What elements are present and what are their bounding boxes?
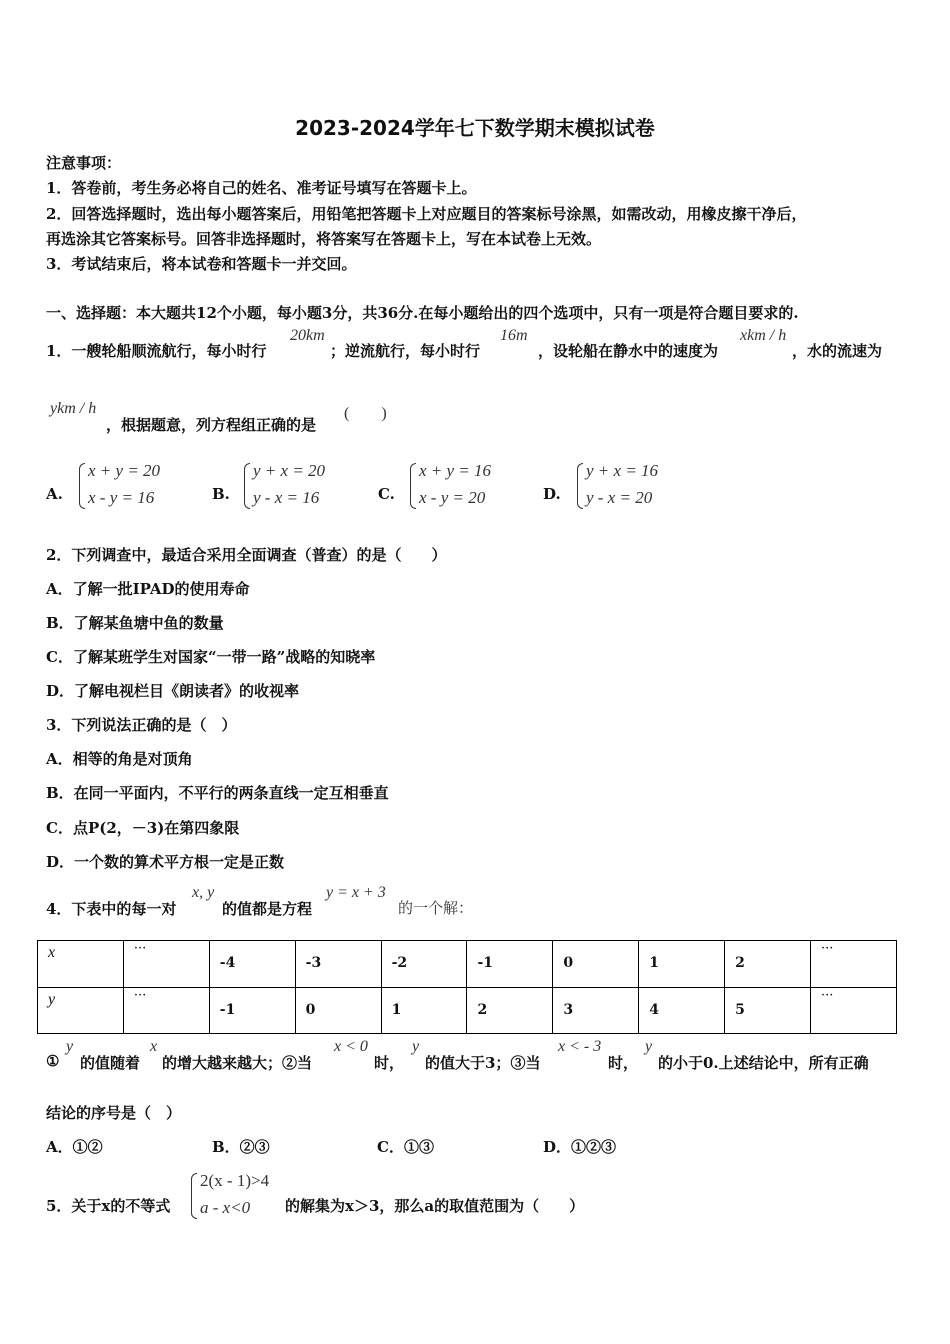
table-cell: -1 xyxy=(467,941,553,988)
q1-text: ，水的流速为 xyxy=(792,342,883,360)
q4-math: y xyxy=(66,1038,74,1055)
q2-option-c: C．了解某班学生对国家“一带一路”战略的知晓率 xyxy=(46,648,376,666)
q1-math: 20km xyxy=(290,327,325,344)
equation: y + x = 16 xyxy=(586,461,659,480)
q1-text: ；逆流航行，每小时行 xyxy=(330,342,481,360)
q2-option-a: A．了解一批IPAD的使用寿命 xyxy=(46,580,250,598)
table-cell: 1 xyxy=(639,941,725,988)
q4-text: 的一个解： xyxy=(398,901,474,917)
q1-paren: ( ) xyxy=(344,405,387,422)
q1-text: ，根据题意，列方程组正确的是 xyxy=(106,416,317,434)
q1-option-a-system xyxy=(79,461,189,511)
q3-option-d: D．一个数的算术平方根一定是正数 xyxy=(46,853,285,871)
q4-text: 时， xyxy=(374,1054,405,1072)
notice-item: 2．回答选择题时，选出每小题答案后，用铅笔把答题卡上对应题目的答案标号涂黑，如需改动，用橡皮擦干净后， xyxy=(46,205,807,223)
table-cell: -4 xyxy=(209,941,295,988)
q3-option-c: C．点P(2，－3)在第四象限 xyxy=(46,819,240,837)
brace-icon xyxy=(244,463,250,509)
q4-option: A．①② xyxy=(46,1138,103,1156)
table-cell: 3 xyxy=(553,987,639,1034)
table-cell: x xyxy=(38,941,124,988)
q1-option-c-system xyxy=(410,461,520,511)
brace-icon xyxy=(410,463,416,509)
q4-math: y = x + 3 xyxy=(326,884,386,901)
inequality: 2(x - 1)>4 xyxy=(200,1171,270,1190)
notice-heading: 注意事项： xyxy=(46,154,122,172)
q4-text: 4．下表中的每一对 xyxy=(46,900,177,918)
q4-text: 的值大于3；③当 xyxy=(425,1054,541,1072)
equation: x + y = 16 xyxy=(419,461,492,480)
table-cell: ··· xyxy=(123,941,209,988)
q4-text: 的小于0.上述结论中，所有正确 xyxy=(658,1054,869,1072)
q4-math: y xyxy=(645,1038,653,1055)
table-cell: ··· xyxy=(123,987,209,1034)
q4-text: 结论的序号是（ ） xyxy=(46,1104,182,1122)
table-cell: 1 xyxy=(381,987,467,1034)
q4-text: 的值都是方程 xyxy=(222,900,313,918)
q4-math: x < - 3 xyxy=(558,1038,602,1055)
table-cell: -1 xyxy=(209,987,295,1034)
table-cell: ··· xyxy=(811,941,897,988)
q1-math: 16m xyxy=(500,327,528,344)
equation: x - y = 16 xyxy=(88,488,155,507)
q4-text: 时， xyxy=(608,1054,639,1072)
q3-stem: 3．下列说法正确的是（ ） xyxy=(46,716,237,734)
q1-math: xkm / h xyxy=(740,327,787,344)
q1-option-label: D. xyxy=(543,485,561,503)
q4-option: B．②③ xyxy=(212,1138,270,1156)
q4-text: 的值随着 xyxy=(80,1054,141,1072)
equation: y + x = 20 xyxy=(253,461,326,480)
q1-option-label: C. xyxy=(378,485,395,503)
q4-math: x xyxy=(150,1038,158,1055)
table-row xyxy=(38,941,897,988)
q2-option-d: D．了解电视栏目《朗读者》的收视率 xyxy=(46,682,300,700)
notice-item: 再选涂其它答案标号。回答非选择题时，将答案写在答题卡上，写在本试卷上无效。 xyxy=(46,230,602,248)
q3-option-b: B．在同一平面内，不平行的两条直线一定互相垂直 xyxy=(46,784,389,802)
q5-inequality-system xyxy=(191,1171,291,1221)
q1-option-b-system xyxy=(244,461,354,511)
table-cell: 2 xyxy=(725,941,811,988)
q1-text: ，设轮船在静水中的速度为 xyxy=(538,342,719,360)
table-cell: 0 xyxy=(553,941,639,988)
q4-math: y xyxy=(412,1038,420,1055)
q4-value-table xyxy=(37,940,897,1034)
equation: x + y = 20 xyxy=(88,461,161,480)
q2-option-b: B．了解某鱼塘中鱼的数量 xyxy=(46,614,224,632)
q2-stem: 2．下列调查中，最适合采用全面调查（普查）的是（ ） xyxy=(46,546,447,564)
table-cell: 0 xyxy=(295,987,381,1034)
q4-text: ① xyxy=(46,1052,60,1070)
brace-icon xyxy=(577,463,583,509)
q5-text: 的解集为x＞3，那么a的取值范围为（ ） xyxy=(285,1197,585,1215)
table-cell: ··· xyxy=(811,987,897,1034)
notice-item: 3．考试结束后，将本试卷和答题卡一并交回。 xyxy=(46,255,357,273)
q3-option-a: A．相等的角是对顶角 xyxy=(46,750,193,768)
equation: y - x = 20 xyxy=(586,488,653,507)
q1-option-label: B. xyxy=(212,485,230,503)
q1-option-d-system xyxy=(577,461,687,511)
table-cell: 4 xyxy=(639,987,725,1034)
equation: y - x = 16 xyxy=(253,488,320,507)
q1-math: ykm / h xyxy=(50,400,97,417)
q1-text: 1．一艘轮船顺流航行，每小时行 xyxy=(46,342,267,360)
equation: x - y = 20 xyxy=(419,488,486,507)
brace-icon xyxy=(79,463,85,509)
q4-option: D．①②③ xyxy=(543,1138,617,1156)
brace-icon xyxy=(191,1173,197,1219)
q4-math: x < 0 xyxy=(334,1038,368,1055)
page-title: 2023-2024学年七下数学期末模拟试卷 xyxy=(295,116,655,140)
table-cell: 5 xyxy=(725,987,811,1034)
table-cell: -3 xyxy=(295,941,381,988)
q1-option-label: A. xyxy=(46,485,63,503)
table-cell: 2 xyxy=(467,987,553,1034)
q4-text: 的增大越来越大；②当 xyxy=(162,1054,313,1072)
table-row xyxy=(38,987,897,1034)
notice-item: 1．答卷前，考生务必将自己的姓名、准考证号填写在答题卡上。 xyxy=(46,179,477,197)
section-heading: 一、选择题：本大题共12个小题，每小题3分，共36分.在每小题给出的四个选项中，只有一项是符合题目要求的. xyxy=(46,304,799,322)
q5-text: 5．关于x的不等式 xyxy=(46,1197,171,1215)
q4-math: x, y xyxy=(192,884,215,901)
inequality: a - x<0 xyxy=(200,1198,251,1217)
table-cell: -2 xyxy=(381,941,467,988)
q4-option: C．①③ xyxy=(377,1138,434,1156)
table-cell: y xyxy=(38,987,124,1034)
